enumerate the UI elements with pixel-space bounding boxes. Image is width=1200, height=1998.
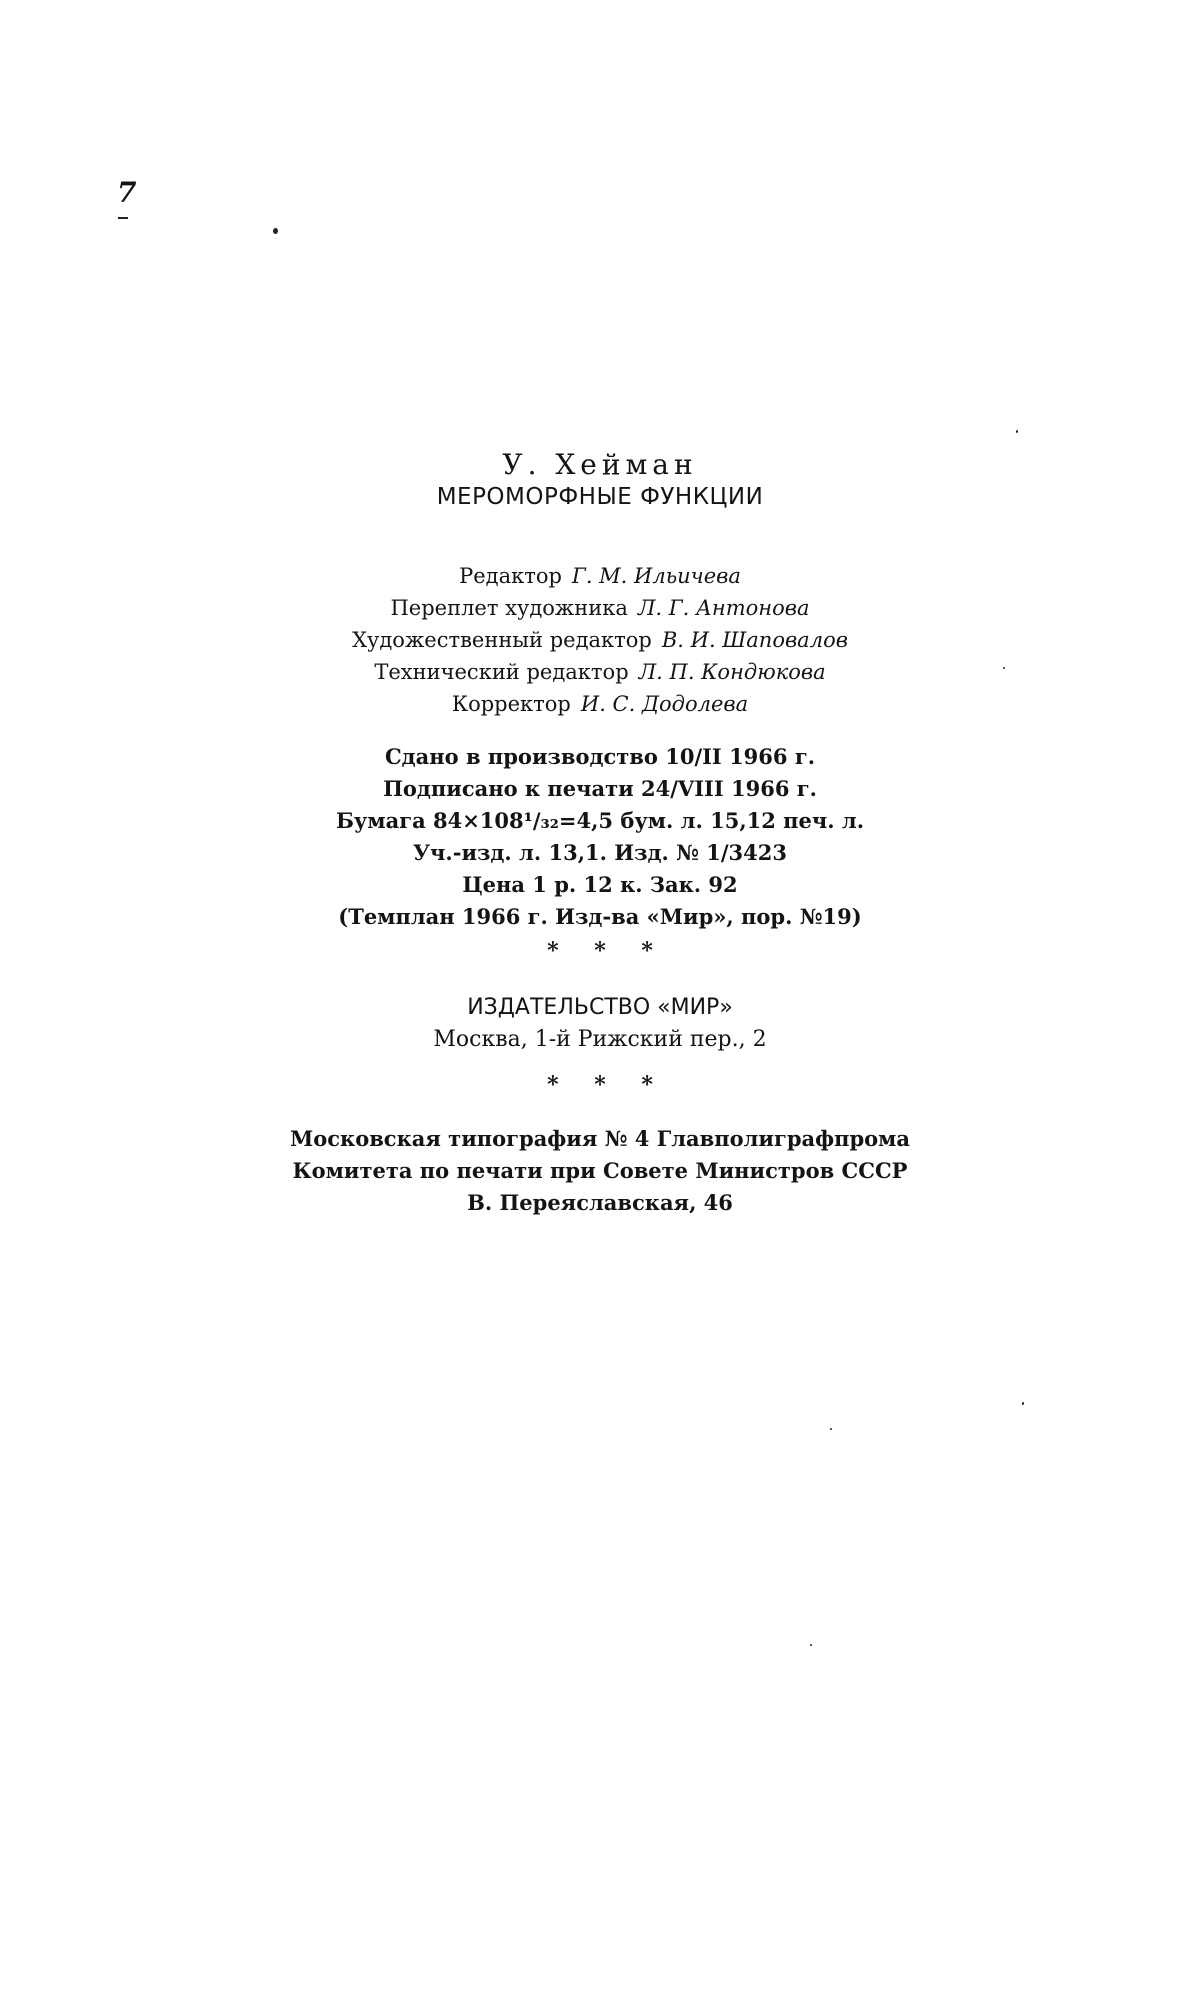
printer-line: В. Переяславская, 46: [467, 1190, 733, 1215]
scan-speck: [810, 1644, 812, 1646]
printer-line: Московская типография № 4 Главполиграфпрома: [290, 1126, 910, 1151]
scan-speck: [1016, 430, 1018, 433]
section-separator: * * *: [547, 1072, 653, 1098]
scan-speck: [273, 228, 278, 234]
publication-line: Подписано к печати 24/VIII 1966 г.: [383, 776, 817, 801]
publication-line: Цена 1 р. 12 к. Зак. 92: [462, 872, 738, 897]
credit-binding-artist: Переплет художника Л. Г. Антонова: [390, 596, 810, 620]
publication-line: (Темплан 1966 г. Изд-ва «Мир», пор. №19): [338, 904, 862, 929]
publisher-name: ИЗДАТЕЛЬСТВО «МИР»: [467, 995, 733, 1020]
publisher-block: [0, 992, 1200, 1056]
publication-line: Сдано в производство 10/II 1966 г.: [384, 744, 816, 769]
page-number: 7: [117, 176, 137, 209]
book-title: МЕРОМОРФНЫЕ ФУНКЦИИ: [436, 484, 764, 510]
credits-list: [0, 560, 1200, 720]
book-author: У. Хейман: [502, 448, 698, 481]
credit-editor: Редактор Г. М. Ильичева: [459, 564, 741, 588]
scan-speck: [1022, 1402, 1024, 1405]
printer-line: Комитета по печати при Совете Министров СССР: [292, 1158, 908, 1183]
credit-art-editor: Художественный редактор В. И. Шаповалов: [352, 628, 848, 652]
printer-block: [0, 1123, 1200, 1219]
publication-details: [0, 741, 1200, 933]
publisher-address: Москва, 1-й Рижский пер., 2: [433, 1027, 767, 1052]
credit-technical-editor: Технический редактор Л. П. Кондюкова: [374, 660, 826, 684]
scan-speck: [118, 217, 128, 219]
scan-speck: [830, 1428, 832, 1430]
credit-proofreader: Корректор И. С. Додолева: [451, 692, 749, 716]
publication-line: Бумага 84×108¹/₃₂=4,5 бум. л. 15,12 печ. л.: [335, 808, 865, 833]
publication-line: Уч.-изд. л. 13,1. Изд. № 1/3423: [413, 840, 787, 865]
section-separator: * * *: [547, 938, 653, 964]
